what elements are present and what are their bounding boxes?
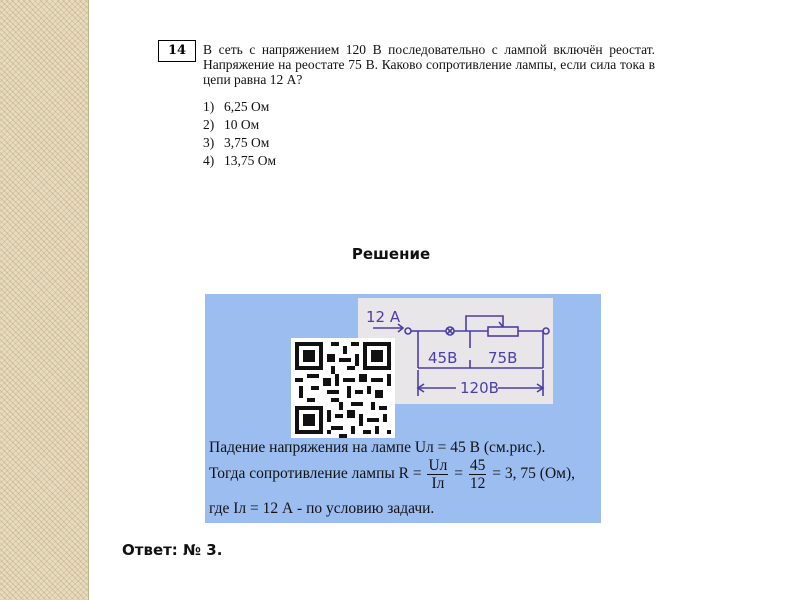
option-number: 1) — [203, 99, 215, 114]
fraction-numerator: Uл — [428, 457, 448, 474]
question-number-box: 14 — [158, 40, 196, 62]
fraction-denominator: Iл — [431, 475, 445, 492]
equals-sign: = — [454, 465, 464, 483]
option-2 — [203, 116, 276, 134]
answer-options — [203, 98, 276, 170]
total-voltage-label: 120В — [460, 379, 499, 397]
solution-line-2-prefix: Тогда сопротивление лампы R = — [209, 465, 422, 483]
option-number: 4) — [203, 153, 215, 168]
solution-panel — [205, 294, 601, 523]
solution-heading: Решение — [351, 245, 431, 263]
answer-text: Ответ: № 3. — [122, 541, 223, 559]
solution-line-2 — [209, 457, 575, 492]
option-text: 3,75 Ом — [224, 135, 270, 150]
solution-line-3: где Iл = 12 А - по условию задачи. — [209, 500, 435, 517]
solution-line-1: Падение напряжения на лампе Uл = 45 В (см.рис.). — [209, 439, 546, 456]
option-number: 2) — [203, 117, 215, 132]
option-4 — [203, 152, 276, 170]
decorative-sidebar — [0, 0, 89, 600]
lamp-voltage-label: 45В — [428, 349, 458, 367]
option-text: 10 Ом — [224, 117, 260, 132]
qr-code — [291, 338, 395, 438]
fraction-u-over-i — [427, 457, 448, 492]
fraction-numerator: 45 — [469, 457, 486, 474]
qr-code-graphic — [291, 338, 395, 438]
current-label: 12 A — [366, 308, 401, 326]
fraction-denominator: 12 — [469, 475, 486, 492]
option-3 — [203, 134, 276, 152]
option-1 — [203, 98, 276, 116]
rheostat-voltage-label: 75В — [488, 349, 518, 367]
option-text: 13,75 Ом — [224, 153, 277, 168]
fraction-45-over-12 — [469, 457, 487, 492]
option-number: 3) — [203, 135, 215, 150]
solution-line-2-suffix: = 3, 75 (Ом), — [492, 465, 575, 483]
option-text: 6,25 Ом — [224, 99, 270, 114]
question-text: В сеть с напряжением 120 В последовательно с лампой включён реостат. Напряжение на реостате 75 В. Каково сопротивление лампы, если сила тока в цепи равна 12 А? — [203, 42, 655, 87]
